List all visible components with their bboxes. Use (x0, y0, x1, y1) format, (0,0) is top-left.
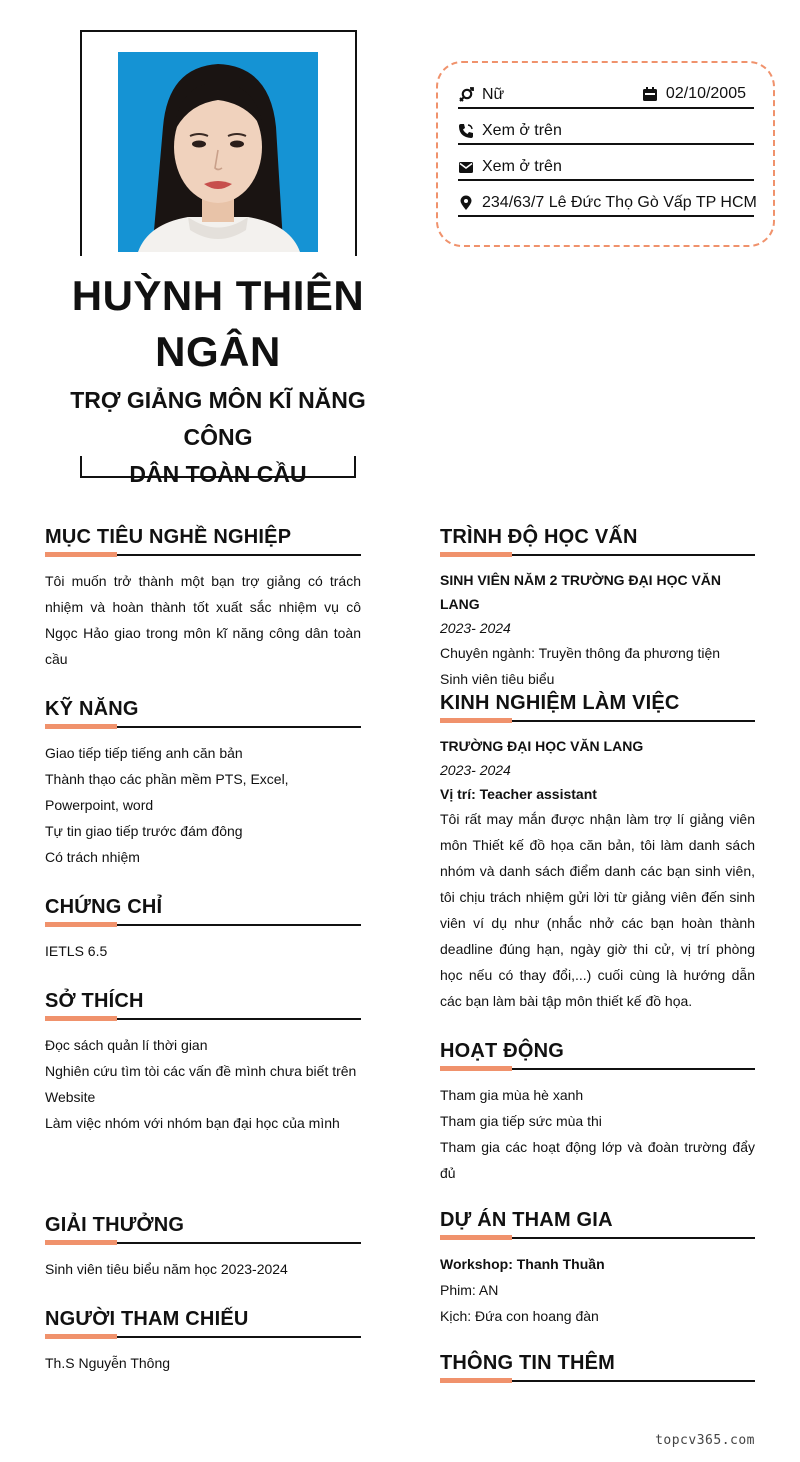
section-divider (45, 1240, 361, 1244)
section-projects (440, 1207, 755, 1329)
section-title: DỰ ÁN THAM GIA (440, 1209, 613, 1231)
name-line-2: NGÂN (155, 328, 281, 375)
section-divider (45, 1016, 361, 1020)
section-references (45, 1306, 361, 1376)
location-icon (458, 195, 474, 211)
section-title: KINH NGHIỆM LÀM VIỆC (440, 692, 680, 714)
dob-value: 02/10/2005 (665, 85, 746, 102)
section-education (440, 524, 755, 692)
list-item: Giao tiếp tiếp tiếng anh căn bản (45, 745, 243, 761)
job-title-line-1: TRỢ GIẢNG MÔN KĨ NĂNG CÔNG (70, 387, 366, 450)
section-title: TRÌNH ĐỘ HỌC VẤN (440, 526, 638, 548)
list-item: Thành thạo các phần mềm PTS, Excel, Powerpoint, word (45, 771, 289, 813)
section-divider (440, 1378, 755, 1382)
list-item: Nghiên cứu tìm tòi các vấn đề mình chưa biết trên Website (45, 1063, 357, 1105)
list-item: Làm việc nhóm với nhóm bạn đại học của mình (45, 1115, 340, 1131)
section-title: THÔNG TIN THÊM (440, 1352, 616, 1374)
section-title: HOẠT ĐỘNG (440, 1040, 565, 1062)
phone-value: Xem ở trên (482, 122, 562, 139)
phone-icon (458, 123, 474, 139)
project-play: Kịch: Đứa con hoang đàn (440, 1308, 599, 1324)
experience-description: Tôi rất may mắn được nhận làm trợ lí giảng viên môn Thiết kế đồ họa căn bản, tôi làm danh sách nhóm và danh sách điểm danh các bạn sinh viên, tôi chịu trách nhiệm gửi lời từ giảng viên đến sinh viên ví dụ như (nhắc nhở các bạn hoàn thành deadline đúng hạn, ngày giờ thi cử, vị trí phòng học nếu có thay đổi,...) cuối cùng là hướng dẫn các bạn làm bài tập môn thiết kế đồ họa. (440, 811, 755, 1009)
job-title-line-2: DÂN TOÀN CẦU (129, 461, 307, 487)
section-skills (45, 696, 361, 870)
dob (642, 83, 746, 105)
watermark: topcv365.com (655, 1433, 755, 1448)
section-divider (45, 552, 361, 556)
list-item: Có trách nhiệm (45, 849, 140, 865)
experience-position: Vị trí: Teacher assistant (440, 786, 597, 802)
section-title: SỞ THÍCH (45, 990, 144, 1012)
gender-value: Nữ (482, 86, 505, 103)
list-item: Tham gia các hoạt động lớp và đoàn trường đẩy đủ (440, 1139, 755, 1181)
list-item: Sinh viên tiêu biểu năm học 2023-2024 (45, 1261, 288, 1277)
section-divider (440, 1235, 755, 1239)
email-value: Xem ở trên (482, 158, 562, 175)
name-line-1: HUỲNH THIÊN (71, 272, 365, 319)
name-bottom-frame (80, 456, 356, 478)
section-divider (440, 718, 755, 722)
education-note: Sinh viên tiêu biểu (440, 671, 555, 687)
section-awards (45, 1212, 361, 1282)
list-item: Tham gia tiếp sức mùa thi (440, 1113, 602, 1129)
section-title: CHỨNG CHỈ (45, 896, 163, 918)
list-item: Tham gia mùa hè xanh (440, 1087, 584, 1103)
calendar-icon (642, 86, 658, 102)
section-divider (45, 724, 361, 728)
section-title: KỸ NĂNG (45, 698, 139, 720)
contact-row-address (458, 191, 757, 217)
section-title: GIẢI THƯỞNG (45, 1214, 185, 1236)
experience-period: 2023- 2024 (440, 762, 511, 778)
objective-text: Tôi muốn trở thành một bạn trợ giảng có trách nhiệm và hoàn thành tốt xuất sắc nhiệm vụ cô Ngọc Hảo giao trong môn kĩ năng công dân toàn cầu (45, 573, 361, 667)
section-hobbies (45, 988, 361, 1136)
contact-row-gender (458, 83, 754, 109)
experience-company: TRƯỜNG ĐẠI HỌC VĂN LANG (440, 738, 644, 754)
education-major: Chuyên ngành: Truyền thông đa phương tiện (440, 645, 721, 661)
contact-box (436, 61, 775, 247)
candidate-name (40, 268, 396, 380)
list-item: Đọc sách quản lí thời gian (45, 1037, 208, 1053)
list-item: IETLS 6.5 (45, 943, 108, 959)
section-divider (45, 922, 361, 926)
project-film: Phim: AN (440, 1282, 499, 1298)
gender-icon (458, 87, 474, 103)
profile-photo (118, 52, 318, 252)
contact-row-email (458, 155, 754, 181)
project-workshop: Workshop: Thanh Thuần (440, 1256, 605, 1272)
education-school: SINH VIÊN NĂM 2 TRƯỜNG ĐẠI HỌC VĂN LANG (440, 572, 722, 612)
address-value: 234/63/7 Lê Đức Thọ Gò Vấp TP HCM (482, 194, 757, 211)
section-divider (440, 1066, 755, 1070)
section-certificates (45, 894, 361, 964)
list-item: Th.S Nguyễn Thông (45, 1355, 171, 1371)
education-period: 2023- 2024 (440, 620, 511, 636)
list-item: Tự tin giao tiếp trước đám đông (45, 823, 243, 839)
section-experience (440, 690, 755, 1014)
contact-row-phone (458, 119, 754, 145)
section-divider (440, 552, 755, 556)
section-title: MỤC TIÊU NGHỀ NGHIỆP (45, 526, 292, 548)
section-objective (45, 524, 361, 672)
section-activities (440, 1038, 755, 1186)
section-extra-info (440, 1350, 755, 1394)
section-divider (45, 1334, 361, 1338)
section-title: NGƯỜI THAM CHIẾU (45, 1308, 249, 1330)
email-icon (458, 159, 474, 175)
